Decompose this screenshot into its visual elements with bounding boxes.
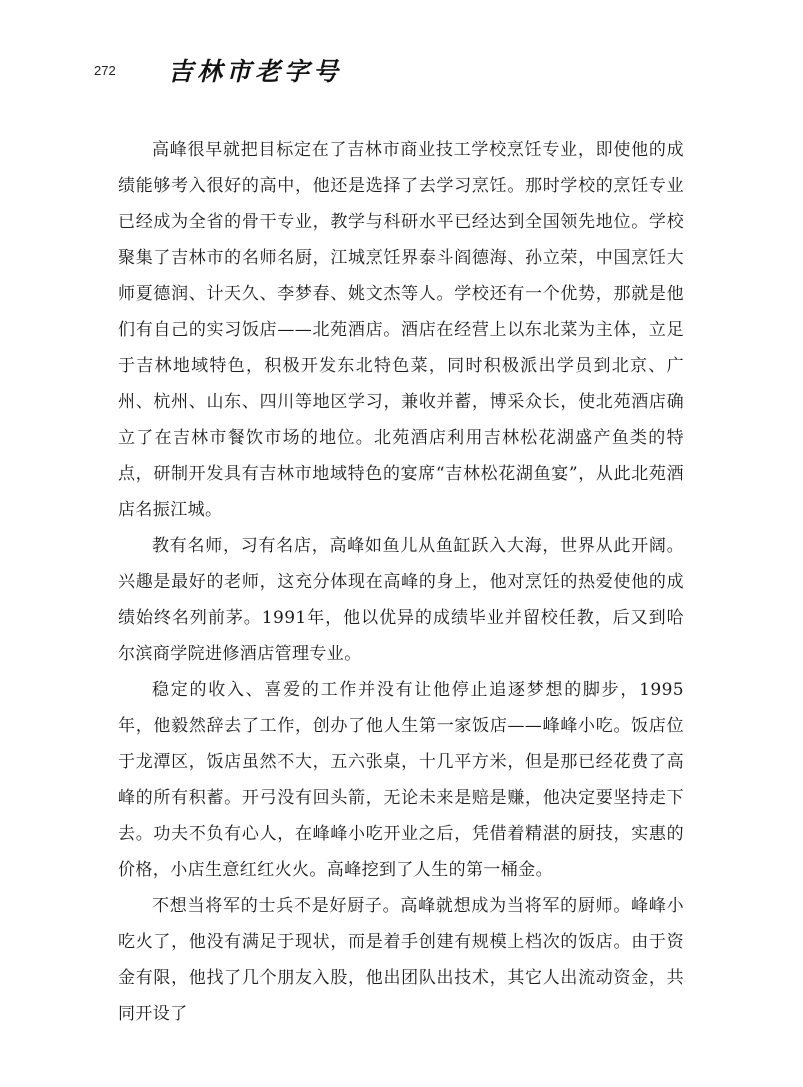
body-text [118,132,684,1032]
paragraph: 稳定的收入、喜爱的工作并没有让他停止追逐梦想的脚步，1995年，他毅然辞去了工作，创办了他人生第一家饭店——峰峰小吃。饭店位于龙潭区，饭店虽然不大，五六张桌，十几平方米，但是那已经花费了高峰的所有积蓄。开弓没有回头箭，无论未来是赔是赚，他决定要坚持走下去。功夫不负有心人，在峰峰小吃开业之后，凭借着精湛的厨技，实惠的价格，小店生意红红火火。高峰挖到了人生的第一桶金。 [118,680,684,880]
paragraph: 不想当将军的士兵不是好厨子。高峰就想成为当将军的厨师。峰峰小吃火了，他没有满足于现状，而是着手创建有规模上档次的饭店。由于资金有限，他找了几个朋友入股，他出团队出技术，其它人出流动资金，共同开设了 [118,896,684,1024]
page-number: 272 [94,63,116,78]
paragraph: 教有名师，习有名店，高峰如鱼儿从鱼缸跃入大海，世界从此开阔。兴趣是最好的老师，这充分体现在高峰的身上，他对烹饪的热爱使他的成绩始终名列前茅。1991年，他以优异的成绩毕业并留校任教，后又到哈尔滨商学院进修酒店管理专业。 [118,536,684,664]
book-title: 吉林市老字号 [168,57,343,86]
paragraph: 高峰很早就把目标定在了吉林市商业技工学校烹饪专业，即使他的成绩能够考入很好的高中，他还是选择了去学习烹饪。那时学校的烹饪专业已经成为全省的骨干专业，教学与科研水平已经达到全国领先地位。学校聚集了吉林市的名师名厨，江城烹饪界泰斗阎德海、孙立荣，中国烹饪大师夏德润、计天久、李梦春、姚文杰等人。学校还有一个优势，那就是他们有自己的实习饭店——北苑酒店。酒店在经营上以东北菜为主体，立足于吉林地域特色，积极开发东北特色菜，同时积极派出学员到北京、广州、杭州、山东、四川等地区学习，兼收并蓄，博采众长，使北苑酒店确立了在吉林市餐饮市场的地位。北苑酒店利用吉林松花湖盛产鱼类的特点，研制开发具有吉林市地域特色的宴席“吉林松花湖鱼宴”，从此北苑酒店名振江城。 [118,140,684,520]
